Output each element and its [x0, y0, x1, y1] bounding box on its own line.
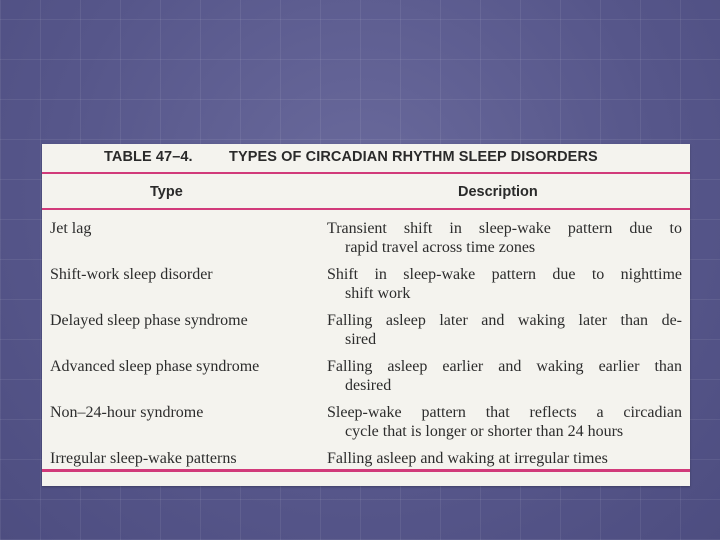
type-cell: Advanced sleep phase syndrome	[50, 358, 260, 375]
column-header-description: Description	[458, 184, 538, 200]
description-cell	[327, 449, 682, 468]
description-line: desired	[345, 377, 392, 394]
type-cell: Jet lag	[50, 220, 92, 237]
description-cell	[327, 357, 682, 395]
description-line: Falling asleep and waking at irregular times	[327, 450, 608, 467]
header-rule	[42, 208, 690, 210]
type-cell: Delayed sleep phase syndrome	[50, 312, 248, 329]
description-line: Sleep-wake pattern that reflects a circadian	[327, 404, 682, 421]
table-row	[42, 311, 690, 357]
bottom-rule	[42, 469, 690, 472]
description-line: cycle that is longer or shorter than 24 hours	[345, 423, 624, 440]
table-number: TABLE 47–4.	[104, 149, 193, 165]
top-rule	[42, 172, 690, 174]
description-cell	[327, 219, 682, 257]
table-row	[42, 357, 690, 403]
table-body	[42, 219, 690, 495]
description-cell	[327, 311, 682, 349]
description-line: sired	[345, 331, 377, 348]
type-cell: Irregular sleep-wake patterns	[50, 450, 237, 467]
description-line: rapid travel across time zones	[345, 239, 536, 256]
description-cell	[327, 403, 682, 441]
table-image	[42, 144, 690, 486]
description-line: Falling asleep later and waking later than de-	[327, 312, 682, 329]
description-line: Transient shift in sleep-wake pattern due to	[327, 220, 682, 237]
table-title	[104, 149, 598, 165]
table-title-text: TYPES OF CIRCADIAN RHYTHM SLEEP DISORDERS	[229, 149, 598, 165]
type-cell: Non–24-hour syndrome	[50, 404, 204, 421]
description-line: shift work	[345, 285, 411, 302]
table-row	[42, 403, 690, 449]
column-header-type: Type	[150, 184, 183, 200]
table-row	[42, 265, 690, 311]
table-row	[42, 449, 690, 495]
description-line: Shift in sleep-wake pattern due to nighttime	[327, 266, 682, 283]
type-cell: Shift-work sleep disorder	[50, 266, 213, 283]
description-cell	[327, 265, 682, 303]
description-line: Falling asleep earlier and waking earlier than	[327, 358, 682, 375]
table-row	[42, 219, 690, 265]
